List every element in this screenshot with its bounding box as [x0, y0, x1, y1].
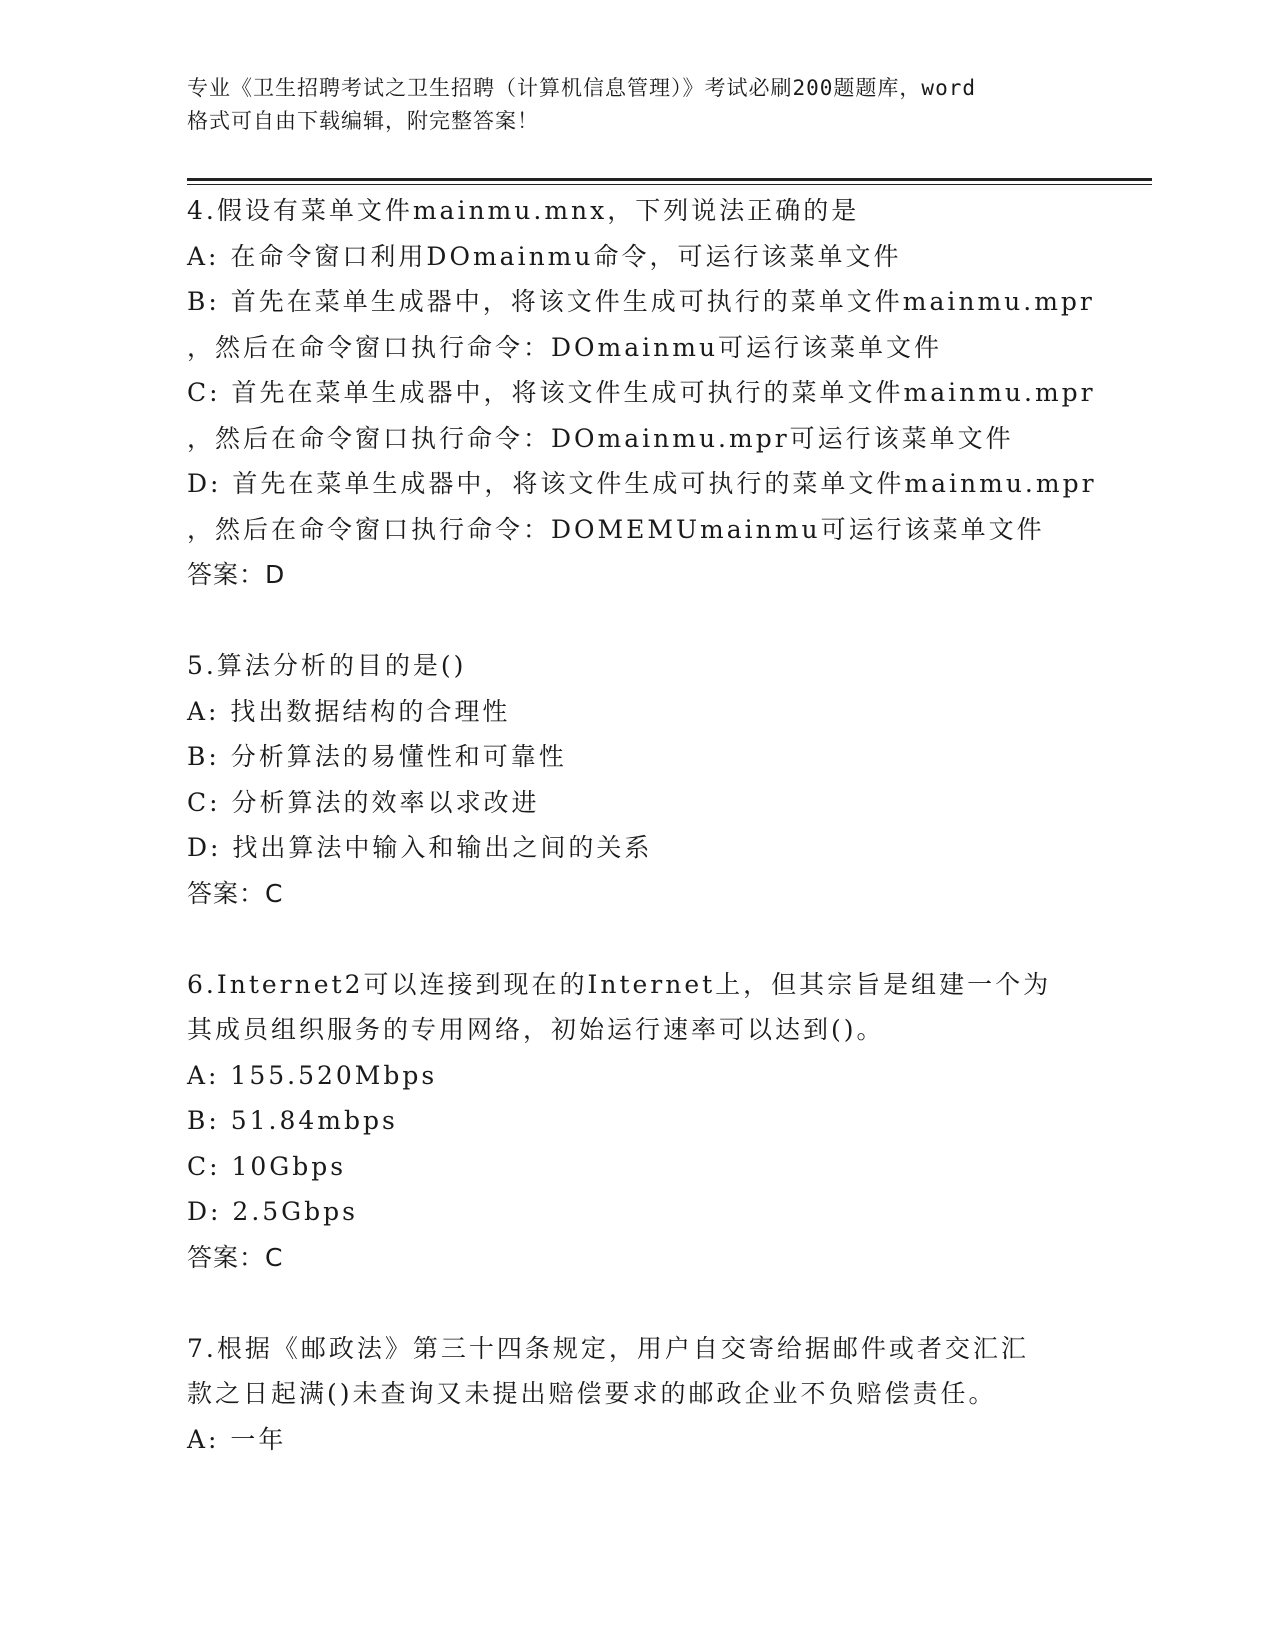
option-d-continued: ，然后在命令窗口执行命令：DOMEMUmainmu可运行该菜单文件 [187, 514, 1045, 544]
option-d: D: 首先在菜单生成器中，将该文件生成可执行的菜单文件mainmu.mpr [187, 469, 1097, 498]
question-list [187, 188, 1147, 1462]
answer: 答案：C [187, 1242, 284, 1272]
question-7 [187, 1326, 1147, 1463]
option-b-continued: ，然后在命令窗口执行命令：DOmainmu可运行该菜单文件 [187, 332, 943, 362]
option-a: A: 在命令窗口利用DOmainmu命令，可运行该菜单文件 [187, 241, 902, 271]
question-stem-continued: 其成员组织服务的专用网络，初始运行速率可以达到()。 [187, 1015, 885, 1044]
option-d: D: 2.5Gbps [187, 1197, 358, 1226]
spacer [187, 598, 1147, 644]
option-c: C: 10Gbps [187, 1151, 347, 1181]
answer: 答案：C [187, 878, 284, 908]
spacer [187, 1280, 1147, 1326]
option-c-continued: ，然后在命令窗口执行命令：DOmainmu.mpr可运行该菜单文件 [187, 423, 1014, 453]
header-divider-thin [187, 184, 1152, 185]
option-c: C: 分析算法的效率以求改进 [187, 787, 540, 817]
option-b: B: 首先在菜单生成器中，将该文件生成可执行的菜单文件mainmu.mpr [187, 287, 1095, 316]
header-line-2: 格式可自由下载编辑，附完整答案！ [187, 109, 539, 133]
question-stem: 4.假设有菜单文件mainmu.mnx，下列说法正确的是 [187, 196, 860, 225]
spacer [187, 916, 1147, 962]
question-stem: 7.根据《邮政法》第三十四条规定，用户自交寄给据邮件或者交汇汇 [187, 1333, 1029, 1363]
option-a: A: 一年 [187, 1424, 287, 1454]
question-stem: 6.Internet2可以连接到现在的Internet上，但其宗旨是组建一个为 [187, 969, 1052, 999]
option-c: C: 首先在菜单生成器中，将该文件生成可执行的菜单文件mainmu.mpr [187, 378, 1096, 407]
question-stem-continued: 款之日起满()未查询又未提出赔偿要求的邮政企业不负赔偿责任。 [187, 1379, 997, 1408]
header-divider-thick [187, 178, 1152, 181]
option-b: B: 分析算法的易懂性和可靠性 [187, 742, 567, 771]
question-4 [187, 188, 1147, 598]
document-header [187, 72, 1087, 138]
question-stem: 5.算法分析的目的是() [187, 651, 467, 680]
option-b: B: 51.84mbps [187, 1106, 398, 1135]
option-a: A: 找出数据结构的合理性 [187, 696, 511, 726]
option-d: D: 找出算法中输入和输出之间的关系 [187, 833, 653, 862]
header-line-1: 专业《卫生招聘考试之卫生招聘（计算机信息管理）》考试必刷200题题库，word [187, 76, 976, 100]
option-a: A: 155.520Mbps [187, 1060, 438, 1090]
question-6 [187, 962, 1147, 1281]
answer: 答案：D [187, 560, 286, 589]
question-5 [187, 643, 1147, 916]
